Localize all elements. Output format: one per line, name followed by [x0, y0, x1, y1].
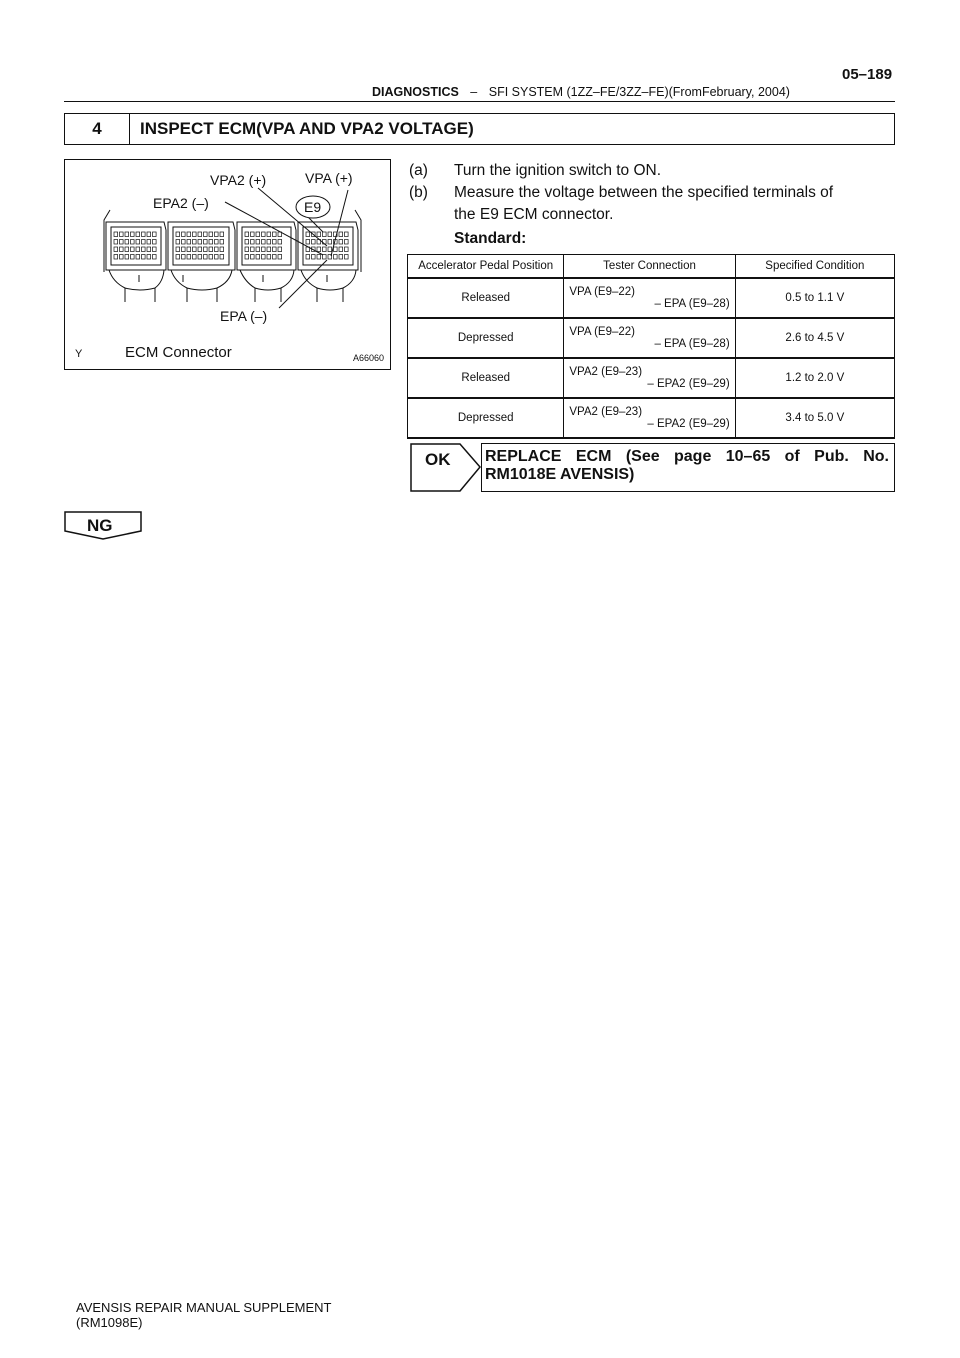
table-row: [408, 318, 895, 358]
page-number: 05–189: [842, 66, 893, 83]
table-header-row: [408, 255, 895, 279]
label-vpa2: VPA2 (+): [210, 172, 267, 188]
ecm-connector-figure: [64, 159, 391, 370]
instruction-b-label: (b): [409, 184, 428, 201]
cell-position: Released: [408, 358, 564, 398]
figure-corner-mark: Y: [75, 348, 83, 360]
ok-action-line1: REPLACE ECM (See page 10–65 of Pub. No.: [485, 448, 889, 465]
table-header-position: Accelerator Pedal Position: [408, 255, 564, 279]
table-row: [408, 358, 895, 398]
label-vpa: VPA (+): [305, 170, 353, 186]
ng-label: NG: [87, 516, 113, 535]
table-row: [408, 398, 895, 438]
label-e9: E9: [304, 199, 322, 215]
step-header: [64, 113, 895, 145]
table-header-connection: Tester Connection: [564, 255, 735, 279]
cell-position: Released: [408, 278, 564, 318]
table-header-condition: Specified Condition: [735, 255, 894, 279]
cell-connection-positive: VPA2 (E9–23): [569, 366, 643, 378]
footer-manual-code: (RM1098E): [76, 1315, 143, 1330]
instruction-a-text: Turn the ignition switch to ON.: [454, 162, 662, 179]
cell-position: Depressed: [408, 318, 564, 358]
cell-connection-positive: VPA2 (E9–23): [569, 406, 643, 418]
cell-position: Depressed: [408, 398, 564, 438]
instruction-b: [409, 184, 833, 202]
cell-connection: [564, 318, 735, 358]
cell-connection: [564, 358, 735, 398]
cell-condition: 2.6 to 4.5 V: [735, 318, 894, 358]
step-title: INSPECT ECM(VPA AND VPA2 VOLTAGE): [140, 119, 474, 138]
cell-connection: [564, 278, 735, 318]
label-ecm-connector: ECM Connector: [125, 344, 232, 361]
ok-label: OK: [425, 450, 451, 469]
figure-code: A66060: [353, 353, 385, 363]
header-separator: –: [470, 85, 478, 99]
cell-condition: 0.5 to 1.1 V: [735, 278, 894, 318]
header-section-name: DIAGNOSTICS: [372, 85, 459, 99]
cell-connection-positive: VPA (E9–22): [569, 286, 636, 298]
cell-connection-negative: – EPA2 (E9–29): [647, 418, 730, 430]
header-section: [372, 85, 790, 99]
cell-connection: [564, 398, 735, 438]
cell-condition: 3.4 to 5.0 V: [735, 398, 894, 438]
cell-connection-negative: – EPA2 (E9–29): [647, 378, 730, 390]
ok-action-line2: RM1018E AVENSIS): [485, 466, 635, 483]
header-rule: [64, 101, 895, 102]
header-subsection: SFI SYSTEM (1ZZ–FE/3ZZ–FE)(FromFebruary, 2004): [488, 85, 790, 99]
instruction-a-label: (a): [409, 162, 428, 179]
instruction-a: [409, 162, 661, 180]
cell-connection-positive: VPA (E9–22): [569, 326, 636, 338]
ecm-connector-drawing: [65, 160, 390, 369]
label-epa: EPA (–): [220, 308, 268, 324]
cell-connection-negative: – EPA (E9–28): [654, 298, 730, 310]
label-epa2: EPA2 (–): [153, 195, 209, 211]
step-number: 4: [65, 114, 130, 144]
table-row: [408, 278, 895, 318]
spec-table: [407, 254, 895, 439]
standard-label: Standard:: [454, 230, 527, 247]
cell-connection-negative: – EPA (E9–28): [654, 338, 730, 350]
cell-condition: 1.2 to 2.0 V: [735, 358, 894, 398]
instruction-b-text-line2: the E9 ECM connector.: [454, 206, 614, 223]
instruction-b-text-line1: Measure the voltage between the specified terminals of: [454, 184, 834, 201]
ok-action-box: [481, 443, 895, 492]
footer-manual-title: AVENSIS REPAIR MANUAL SUPPLEMENT: [76, 1300, 332, 1315]
